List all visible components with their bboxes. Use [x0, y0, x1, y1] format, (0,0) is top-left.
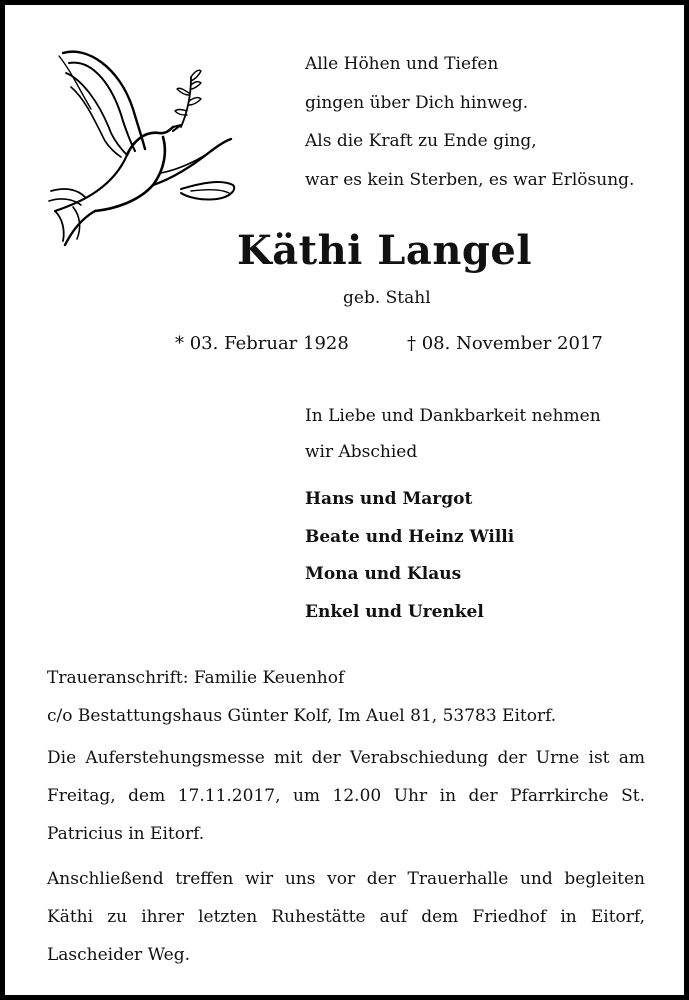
poem-line: Als die Kraft zu Ende ging,: [305, 131, 537, 151]
address-line: c/o Bestattungshaus Günter Kolf, Im Auel 81, 53783 Eitorf.: [47, 706, 557, 726]
mourning-address: [47, 659, 556, 735]
dove-icon: [41, 41, 241, 251]
poem-line: gingen über Dich hinweg.: [305, 92, 529, 113]
family-member: Beate und Heinz Willi: [305, 526, 515, 547]
farewell-line: In Liebe und Dankbarkeit nehmen: [305, 406, 601, 426]
poem-line: war es kein Sterben, es war Erlösung.: [305, 169, 635, 190]
family-member: Enkel und Urenkel: [305, 601, 484, 622]
maiden-name: geb. Stahl: [343, 288, 431, 308]
poem: [305, 45, 634, 199]
family-list: [305, 481, 514, 631]
funeral-mass-paragraph: Die Auferstehungsmesse mit der Verabschiedung der Urne ist am Freitag, dem 17.11.2017, um 12.00 Uhr in der Pfarrkirche St. Patricius in Eitorf.: [47, 748, 645, 844]
farewell-text: [305, 398, 601, 470]
death-date: † 08. November 2017: [407, 333, 603, 354]
family-member: Hans und Margot: [305, 489, 473, 509]
address-line: Traueranschrift: Familie Keuenhof: [47, 668, 345, 688]
family-member: Mona und Klaus: [305, 564, 462, 584]
poem-line: Alle Höhen und Tiefen: [305, 54, 499, 74]
farewell-line: wir Abschied: [305, 442, 418, 462]
deceased-name: Käthi Langel: [236, 227, 533, 274]
birth-date: * 03. Februar 1928: [175, 333, 349, 354]
burial-paragraph: Anschließend treffen wir uns vor der Trauerhalle und begleiten Käthi zu ihrer letzten Ruhestätte auf dem Friedhof in Eitorf, Lascheider Weg.: [47, 869, 645, 965]
